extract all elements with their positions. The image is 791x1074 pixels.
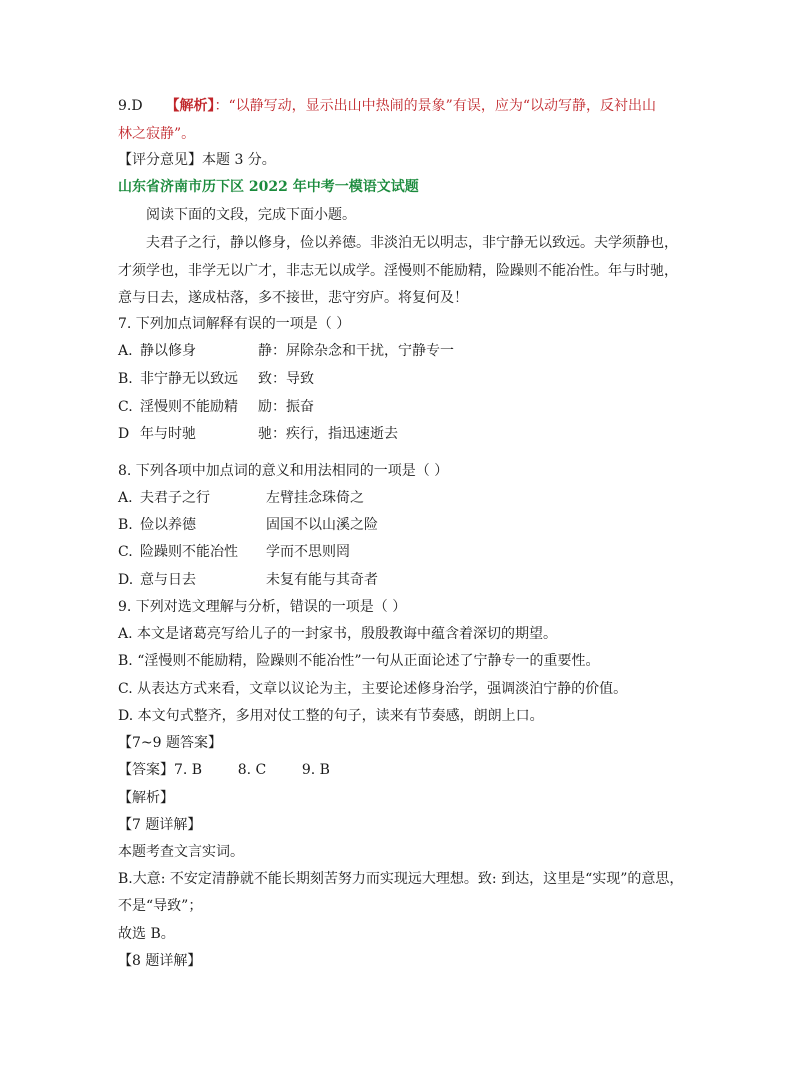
option-key: D. (118, 572, 134, 588)
option-phrase: 险躁则不能冶性 (140, 544, 238, 560)
option-phrase: 静以修身 (140, 343, 196, 359)
option-gloss: 左臂挂念珠倚之 (266, 490, 364, 506)
option-phrase: 年与时驰 (140, 426, 196, 442)
q8-detail-header: 【8 题详解】 (118, 953, 202, 969)
option-gloss: 驰：疾行，指迅速逝去 (258, 426, 398, 442)
option-key: C. (118, 544, 133, 560)
option-gloss: 固国不以山溪之险 (266, 517, 378, 533)
option-key: B. (118, 517, 133, 533)
q7-detail-line2: B.大意: 不安定清静就不能长期刻苦努力而实现远大理想。致: 到达，这里是“实现”的意思， (118, 871, 684, 887)
section-title: 山东省济南市历下区 2022 年中考一模语文试题 (118, 179, 419, 195)
q7-detail-line4: 故选 B。 (118, 926, 175, 942)
option-phrase: 淫慢则不能励精 (140, 399, 238, 415)
passage-line-1: 夫君子之行，静以修身，俭以养德。非淡泊无以明志，非宁静无以致远。夫学须静也， (146, 235, 678, 251)
option-phrase: 俭以养德 (140, 517, 196, 533)
q8-stem: 8. 下列各项中加点词的意义和用法相同的一项是（ ） (118, 463, 449, 479)
option-key: C. (118, 399, 133, 415)
option-gloss: 未复有能与其奇者 (266, 572, 378, 588)
option-phrase: 非宁静无以致远 (140, 371, 238, 387)
q9-answer-line1 (118, 96, 656, 116)
q9-stem: 9. 下列对选文理解与分析，错误的一项是（ ） (118, 599, 407, 615)
analysis-header: 【解析】 (118, 790, 174, 806)
option-gloss: 静：屏除杂念和干扰，宁静专一 (258, 343, 454, 359)
option-key: A. (118, 490, 133, 506)
q7-detail-line3: 不是“导致”； (118, 898, 203, 914)
q7-detail-line1: 本题考查文言实词。 (118, 844, 244, 860)
answers-tag: 【答案】 (118, 762, 174, 778)
option-phrase: 夫君子之行 (140, 490, 210, 506)
option-phrase: 意与日去 (140, 572, 196, 588)
answers-text: 7. B 8. C 9. B (174, 762, 330, 778)
q9-answer-line2: 林之寂静”。 (118, 126, 196, 142)
q7-detail-header: 【7 题详解】 (118, 817, 202, 833)
score-note-tag: 【评分意见】 (118, 152, 202, 168)
answers-line (118, 760, 330, 780)
q9-option-b: B. “淫慢则不能励精，险躁则不能冶性”一句从正面论述了宁静专一的重要性。 (118, 653, 600, 669)
score-note (118, 150, 276, 170)
analysis-tag: 【解析】 (165, 98, 215, 114)
option-key: D (118, 426, 130, 442)
option-key: A. (118, 343, 133, 359)
option-key: B. (118, 371, 133, 387)
option-gloss: 励：振奋 (258, 399, 314, 415)
q9-option-a: A. 本文是诸葛亮写给儿子的一封家书，殷殷教诲中蕴含着深切的期望。 (118, 626, 558, 642)
q9-option-d: D. 本文句式整齐，多用对仗工整的句子，读来有节奏感，朗朗上口。 (118, 708, 544, 724)
q9-option-c: C. 从表达方式来看，文章以议论为主，主要论述修身治学，强调淡泊宁静的价值。 (118, 681, 628, 697)
q9-analysis-text: ：“以静写动，显示出山中热闹的景象”有误，应为“以动写静，反衬出山 (214, 98, 656, 114)
passage-line-3: 意与日去，遂成枯落，多不接世，悲守穷庐。将复何及！ (118, 290, 468, 306)
option-gloss: 致：导致 (258, 371, 314, 387)
q7-stem: 7. 下列加点词解释有误的一项是（ ） (118, 316, 351, 332)
q9-answer-label: 9.D (118, 98, 143, 114)
option-gloss: 学而不思则罔 (266, 544, 350, 560)
answers-header: 【7~9 题答案】 (118, 735, 222, 751)
passage-line-2: 才须学也，非学无以广才，非志无以成学。淫慢则不能励精，险躁则不能冶性。年与时驰， (118, 263, 678, 279)
instruction: 阅读下面的文段，完成下面小题。 (146, 207, 356, 223)
score-note-text: 本题 3 分。 (202, 152, 276, 168)
